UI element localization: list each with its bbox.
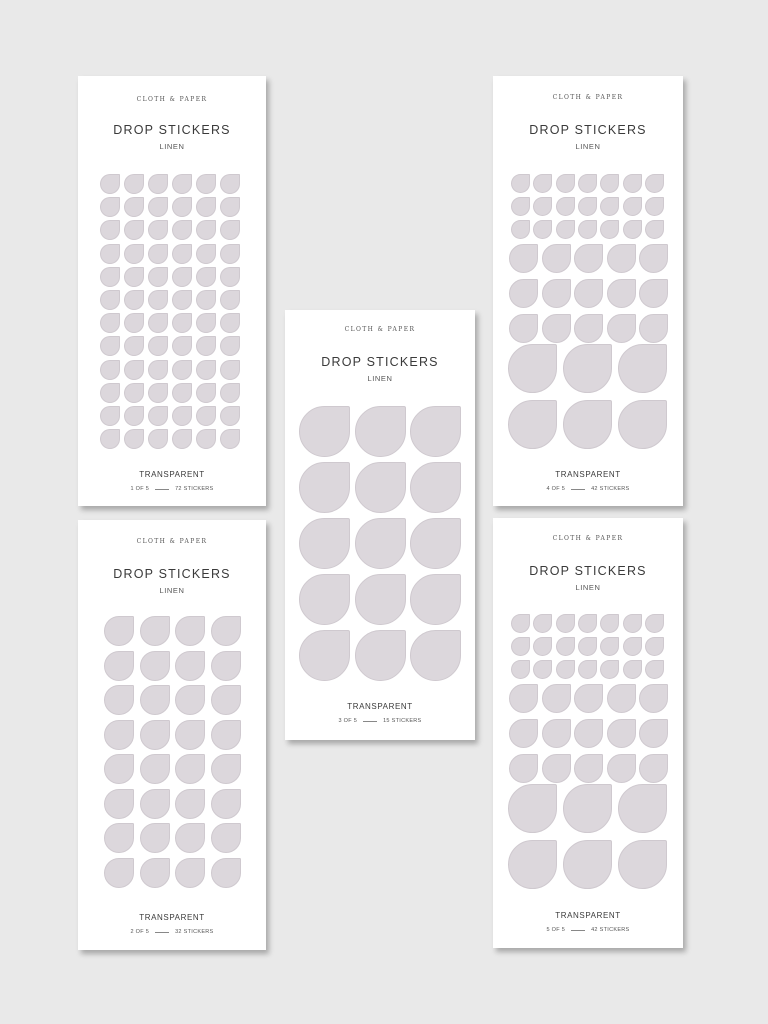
sheet-subtitle: LINEN [575,583,601,592]
drop-sticker [100,406,120,426]
drop-sticker [196,313,216,333]
drop-sticker [607,684,636,713]
drop-sticker [104,651,134,681]
drop-sticker [563,840,612,889]
drop-sticker [556,220,575,239]
drop-sticker [100,313,120,333]
drop-sticker [220,336,240,356]
drop-sticker [533,637,552,656]
drop-sticker [172,290,192,310]
drop-sticker [148,267,168,287]
drop-sticker [578,197,597,216]
drop-sticker [100,336,120,356]
drop-sticker [211,754,241,784]
drop-sticker [511,174,530,193]
drop-sticker [148,220,168,240]
drop-sticker [574,279,603,308]
drop-sticker [556,614,575,633]
drop-sticker [196,406,216,426]
drop-sticker [220,429,240,449]
drop-sticker [578,660,597,679]
drop-sticker [574,754,603,783]
drop-sticker [104,789,134,819]
drop-sticker [124,267,144,287]
drop-sticker [600,220,619,239]
drop-sticker [196,197,216,217]
sticker-count: 32 STICKERS [175,929,214,935]
drop-sticker [556,660,575,679]
drop-sticker [508,400,557,449]
drop-sticker [172,197,192,217]
sticker-count: 42 STICKERS [591,486,630,492]
drop-sticker [299,574,350,625]
drop-sticker [211,789,241,819]
drop-sticker [175,651,205,681]
drop-sticker [196,290,216,310]
sticker-count: 42 STICKERS [591,927,630,933]
drop-sticker [140,685,170,715]
drop-sticker [196,360,216,380]
drop-sticker [172,174,192,194]
drop-sticker [211,651,241,681]
sheet-number: 2 OF 5 [130,929,150,935]
drop-sticker [623,660,642,679]
drop-sticker [148,174,168,194]
drop-sticker [211,823,241,853]
sheet-title: DROP STICKERS [113,123,231,137]
drop-sticker [299,406,350,457]
sheet-footer [78,929,266,935]
drop-sticker [355,574,406,625]
drop-sticker [124,429,144,449]
drop-sticker [100,290,120,310]
drop-sticker [645,660,664,679]
drop-sticker [509,244,538,273]
drop-sticker [607,754,636,783]
drop-sticker [175,858,205,888]
sheet-footer [78,486,266,492]
drop-sticker [645,174,664,193]
drop-sticker [172,429,192,449]
drop-sticker [618,840,667,889]
drop-sticker [645,220,664,239]
drop-sticker [172,406,192,426]
drop-sticker [533,220,552,239]
drop-sticker [578,614,597,633]
drop-sticker [172,267,192,287]
sticker-sheet-4 [493,76,683,506]
drop-sticker [124,360,144,380]
drop-sticker [533,660,552,679]
brand-name: CLOTH & PAPER [344,326,416,333]
drop-sticker [556,637,575,656]
drop-sticker [124,336,144,356]
drop-sticker [639,314,668,343]
drop-sticker [508,344,557,393]
drop-sticker [563,400,612,449]
drop-sticker [148,383,168,403]
drop-sticker [124,244,144,264]
drop-sticker [140,754,170,784]
drop-sticker [410,574,461,625]
drop-sticker [574,684,603,713]
drop-sticker [124,383,144,403]
footer-divider [155,489,169,490]
drop-sticker [148,197,168,217]
drop-sticker [639,719,668,748]
drop-sticker [148,244,168,264]
drop-sticker [542,684,571,713]
drop-sticker [623,174,642,193]
drop-sticker [639,684,668,713]
sheet-subtitle: LINEN [575,142,601,151]
drop-sticker [140,616,170,646]
sheet-subtitle: LINEN [367,374,393,383]
drop-sticker [600,614,619,633]
sheet-subtitle: LINEN [159,586,185,595]
sticker-sheet-3 [285,310,475,740]
drop-sticker [175,616,205,646]
sheet-number: 1 OF 5 [130,486,150,492]
drop-sticker [148,429,168,449]
drop-sticker [175,720,205,750]
drop-sticker [148,313,168,333]
drop-sticker [563,784,612,833]
drop-sticker [511,614,530,633]
sheet-subtitle: LINEN [159,142,185,151]
drop-sticker [140,858,170,888]
drop-sticker [299,630,350,681]
drop-sticker [509,279,538,308]
drop-sticker [299,518,350,569]
drop-sticker [639,754,668,783]
drop-sticker [533,614,552,633]
drop-sticker [148,360,168,380]
drop-sticker [104,823,134,853]
drop-sticker [533,197,552,216]
drop-sticker [511,197,530,216]
drop-sticker [645,614,664,633]
drop-sticker [355,518,406,569]
drop-sticker [600,637,619,656]
finish-label: TRANSPARENT [139,470,205,479]
drop-sticker [100,267,120,287]
drop-sticker [172,244,192,264]
drop-sticker [220,406,240,426]
sheet-footer [493,927,683,933]
brand-name: CLOTH & PAPER [136,96,208,103]
sheet-number: 5 OF 5 [546,927,566,933]
drop-sticker [410,630,461,681]
drop-sticker [211,858,241,888]
drop-sticker [220,313,240,333]
drop-sticker [172,360,192,380]
drop-sticker [175,754,205,784]
drop-sticker [645,197,664,216]
sheet-number: 3 OF 5 [338,718,358,724]
drop-sticker [104,616,134,646]
drop-sticker [623,197,642,216]
drop-sticker [100,174,120,194]
drop-sticker [211,720,241,750]
drop-sticker [410,406,461,457]
drop-sticker [607,244,636,273]
drop-sticker [623,220,642,239]
drop-sticker [574,244,603,273]
drop-sticker [100,220,120,240]
drop-sticker [618,400,667,449]
footer-divider [571,489,585,490]
drop-sticker [574,719,603,748]
drop-sticker [508,784,557,833]
drop-sticker [140,789,170,819]
drop-sticker [175,789,205,819]
drop-sticker [220,360,240,380]
drop-sticker [196,267,216,287]
drop-sticker [509,719,538,748]
drop-sticker [196,220,216,240]
sheet-title: DROP STICKERS [529,123,647,137]
drop-sticker [511,637,530,656]
drop-sticker [607,279,636,308]
drop-sticker [639,244,668,273]
drop-sticker [578,174,597,193]
drop-sticker [355,462,406,513]
drop-sticker [148,406,168,426]
brand-name: CLOTH & PAPER [136,538,208,545]
drop-sticker [175,823,205,853]
drop-sticker [220,244,240,264]
drop-sticker [574,314,603,343]
drop-sticker [172,383,192,403]
drop-sticker [509,754,538,783]
sticker-sheet-1 [78,76,266,506]
drop-sticker [509,314,538,343]
drop-sticker [196,336,216,356]
drop-sticker [220,383,240,403]
footer-divider [571,930,585,931]
sheet-footer [493,486,683,492]
drop-sticker [556,174,575,193]
sticker-count: 72 STICKERS [175,486,214,492]
drop-sticker [172,336,192,356]
drop-sticker [542,754,571,783]
drop-sticker [220,290,240,310]
drop-sticker [104,754,134,784]
drop-sticker [623,614,642,633]
drop-sticker [542,719,571,748]
drop-sticker [542,244,571,273]
drop-sticker [175,685,205,715]
drop-sticker [220,174,240,194]
drop-sticker [196,244,216,264]
drop-sticker [211,616,241,646]
drop-sticker [600,197,619,216]
drop-sticker [100,360,120,380]
drop-sticker [600,174,619,193]
drop-sticker [542,279,571,308]
drop-sticker [645,637,664,656]
drop-sticker [556,197,575,216]
sheet-title: DROP STICKERS [321,355,439,369]
drop-sticker [607,719,636,748]
drop-sticker [533,174,552,193]
drop-sticker [639,279,668,308]
drop-sticker [607,314,636,343]
drop-sticker [220,267,240,287]
drop-sticker [578,637,597,656]
drop-sticker [124,290,144,310]
drop-sticker [511,660,530,679]
drop-sticker [196,429,216,449]
drop-sticker [196,174,216,194]
drop-sticker [410,518,461,569]
drop-sticker [196,383,216,403]
drop-sticker [299,462,350,513]
drop-sticker [355,406,406,457]
drop-sticker [100,383,120,403]
brand-name: CLOTH & PAPER [552,94,624,101]
sheet-footer [285,718,475,724]
drop-sticker [124,197,144,217]
drop-sticker [355,630,406,681]
drop-sticker [600,660,619,679]
drop-sticker [618,784,667,833]
footer-divider [155,932,169,933]
drop-sticker [563,344,612,393]
drop-sticker [140,823,170,853]
drop-sticker [172,313,192,333]
finish-label: TRANSPARENT [139,913,205,922]
finish-label: TRANSPARENT [555,911,621,920]
drop-sticker [100,197,120,217]
finish-label: TRANSPARENT [347,702,413,711]
drop-sticker [220,220,240,240]
drop-sticker [578,220,597,239]
drop-sticker [104,685,134,715]
drop-sticker [124,406,144,426]
drop-sticker [623,637,642,656]
drop-sticker [140,651,170,681]
drop-sticker [104,720,134,750]
drop-sticker [124,313,144,333]
drop-sticker [124,220,144,240]
drop-sticker [100,244,120,264]
drop-sticker [410,462,461,513]
drop-sticker [172,220,192,240]
brand-name: CLOTH & PAPER [552,535,624,542]
sticker-count: 15 STICKERS [383,718,422,724]
footer-divider [363,721,377,722]
drop-sticker [104,858,134,888]
sheet-title: DROP STICKERS [113,567,231,581]
sticker-sheet-2 [78,520,266,950]
finish-label: TRANSPARENT [555,470,621,479]
drop-sticker [508,840,557,889]
drop-sticker [511,220,530,239]
drop-sticker [618,344,667,393]
drop-sticker [542,314,571,343]
drop-sticker [100,429,120,449]
drop-sticker [148,336,168,356]
drop-sticker [509,684,538,713]
drop-sticker [140,720,170,750]
sticker-sheet-5 [493,518,683,948]
drop-sticker [220,197,240,217]
drop-sticker [148,290,168,310]
sheet-title: DROP STICKERS [529,564,647,578]
drop-sticker [211,685,241,715]
sheet-number: 4 OF 5 [546,486,566,492]
drop-sticker [124,174,144,194]
